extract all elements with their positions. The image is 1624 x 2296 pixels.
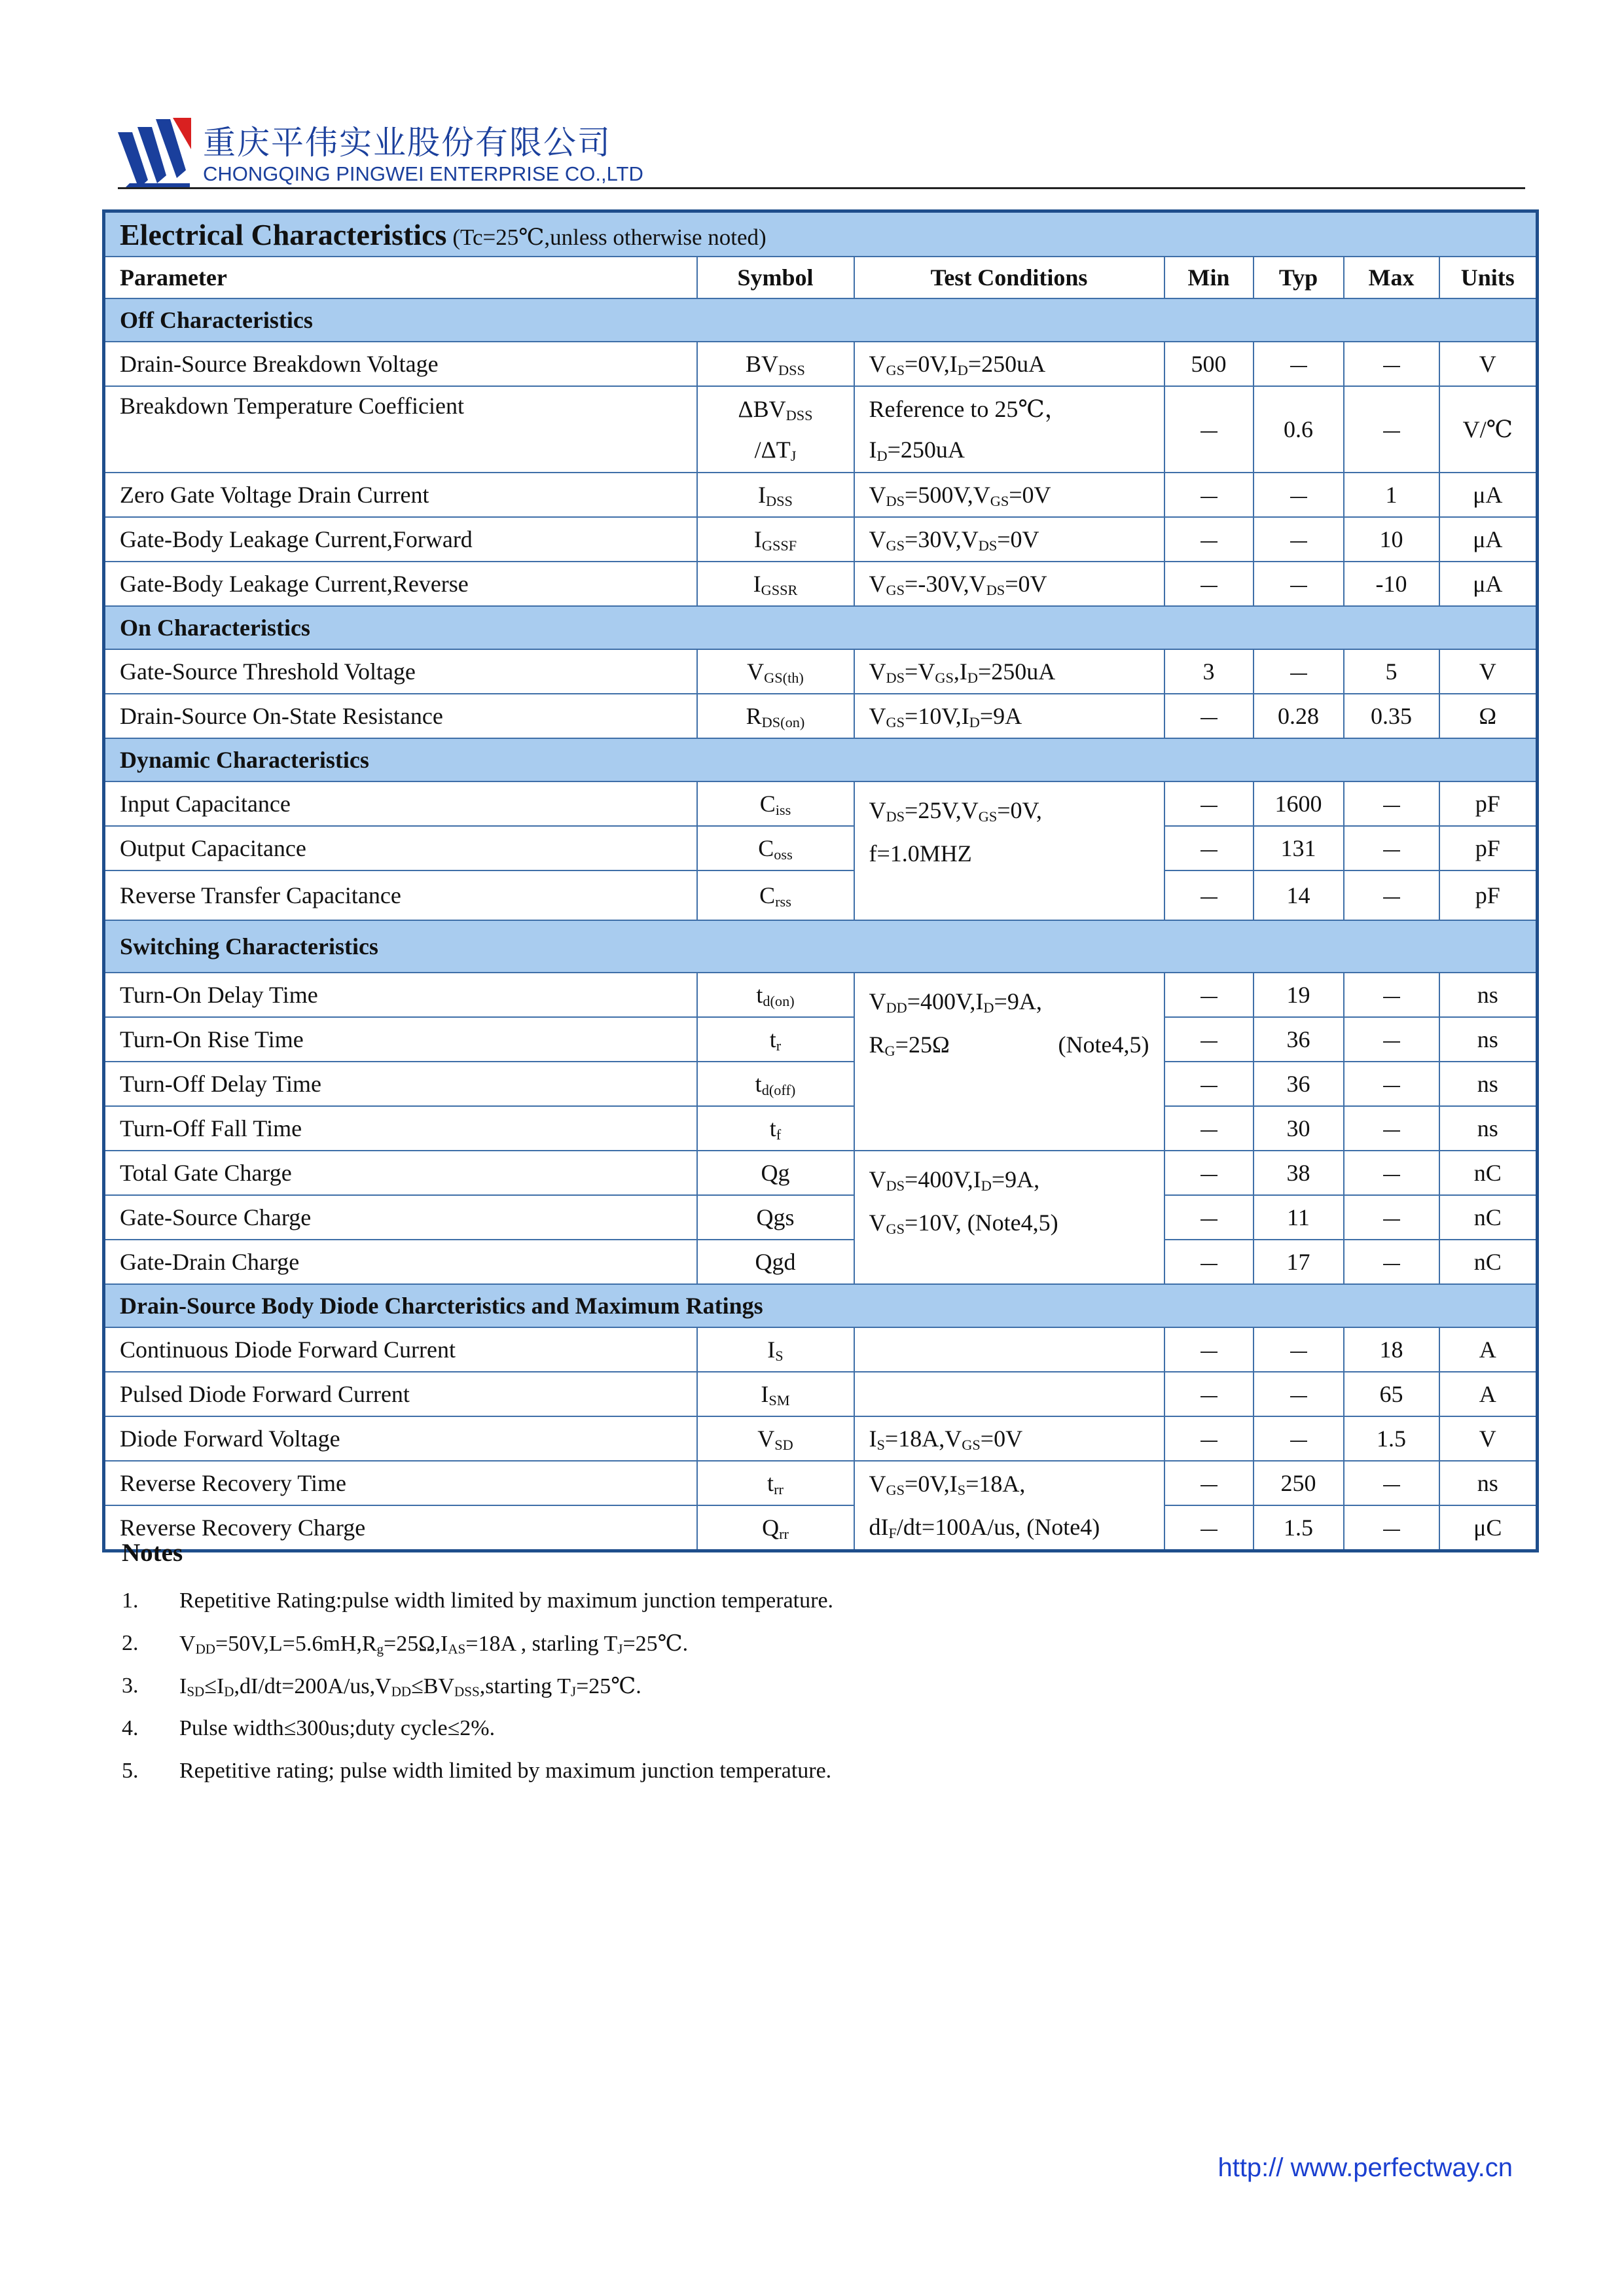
dash-icon [1200, 431, 1218, 433]
dash-icon [1200, 1041, 1218, 1043]
typ-cell: 0.28 [1254, 694, 1344, 738]
min-cell [1164, 973, 1254, 1017]
table-row [104, 1461, 1538, 1505]
symbol-cell: $V_{SD}$ [697, 1416, 854, 1461]
dash-icon [1200, 1396, 1218, 1397]
max-cell [1344, 1195, 1439, 1240]
typ-cell: 19 [1254, 973, 1344, 1017]
max-cell [1344, 1461, 1439, 1505]
table-row [104, 694, 1538, 738]
dash-icon [1200, 1086, 1218, 1087]
electrical-characteristics-table [102, 209, 1539, 1552]
typ-cell [1254, 342, 1344, 386]
units-cell: nC [1439, 1195, 1538, 1240]
table-row [104, 1416, 1538, 1461]
param-cell: Gate-Source Threshold Voltage [104, 649, 697, 694]
param-cell: Gate-Drain Charge [104, 1240, 697, 1284]
param-cell: Turn-Off Delay Time [104, 1062, 697, 1106]
dash-icon [1383, 806, 1400, 807]
typ-cell: 250 [1254, 1461, 1344, 1505]
dash-icon [1383, 897, 1400, 899]
min-cell [1164, 1240, 1254, 1284]
param-cell: Gate-Body Leakage Current,Reverse [104, 562, 697, 606]
header-typ: Typ [1254, 257, 1344, 298]
param-cell: Diode Forward Voltage [104, 1416, 697, 1461]
table-row [104, 649, 1538, 694]
symbol-cell: $\Delta BV_{DSS}$ $/\Delta T_J$ [697, 386, 854, 473]
max-cell [1344, 1240, 1439, 1284]
param-cell: Total Gate Charge [104, 1151, 697, 1195]
units-cell: Ω [1439, 694, 1538, 738]
symbol-cell: Qgs [697, 1195, 854, 1240]
param-cell: Input Capacitance [104, 781, 697, 826]
min-cell [1164, 1195, 1254, 1240]
table-title-row [104, 211, 1538, 257]
condition-cell: $V_{GS}=10V,I_D=9A$ [854, 694, 1164, 738]
table-row [104, 1327, 1538, 1372]
min-cell [1164, 1151, 1254, 1195]
symbol-cell: $I_{GSSR}$ [697, 562, 854, 606]
param-cell: Gate-Body Leakage Current,Forward [104, 517, 697, 562]
dash-icon [1200, 806, 1218, 807]
param-cell: Drain-Source On-State Resistance [104, 694, 697, 738]
typ-cell: 38 [1254, 1151, 1344, 1195]
max-cell [1344, 781, 1439, 826]
min-cell [1164, 1461, 1254, 1505]
table-row [104, 473, 1538, 517]
symbol-cell: $t_{rr}$ [697, 1461, 854, 1505]
pingwei-logo-icon [118, 118, 193, 190]
dash-icon [1200, 1219, 1218, 1221]
param-cell: Output Capacitance [104, 826, 697, 870]
units-cell: ns [1439, 973, 1538, 1017]
typ-cell: 30 [1254, 1106, 1344, 1151]
condition-cell: $V_{DS}=25V,V_{GS}=0V$, f=1.0MHZ [854, 781, 1164, 920]
units-cell: μA [1439, 562, 1538, 606]
max-cell [1344, 1017, 1439, 1062]
condition-cell: $V_{DS}=400V,I_D=9A$, $V_{GS}=10V$, (Note4,5) [854, 1151, 1164, 1284]
typ-cell [1254, 473, 1344, 517]
section-dynamic: Dynamic Characteristics [104, 738, 1538, 781]
units-cell: A [1439, 1327, 1538, 1372]
table-row [104, 562, 1538, 606]
note-item: 5. Repetitive rating; pulse width limited by maximum junction temperature. [122, 1758, 832, 1783]
table-row [104, 386, 1538, 473]
min-cell [1164, 870, 1254, 920]
max-cell: -10 [1344, 562, 1439, 606]
min-cell [1164, 1416, 1254, 1461]
dash-icon [1383, 1175, 1400, 1176]
min-cell: 3 [1164, 649, 1254, 694]
param-cell: Reverse Recovery Time [104, 1461, 697, 1505]
table-row [104, 517, 1538, 562]
dash-icon [1290, 586, 1307, 587]
units-cell: nC [1439, 1240, 1538, 1284]
footer-website-link[interactable]: http:// www.perfectway.cn [1218, 2153, 1513, 2182]
table-row [104, 781, 1538, 826]
section-row [104, 1284, 1538, 1327]
min-cell [1164, 1062, 1254, 1106]
min-cell [1164, 1106, 1254, 1151]
header-min: Min [1164, 257, 1254, 298]
dash-icon [1383, 1219, 1400, 1221]
symbol-cell: Qg [697, 1151, 854, 1195]
dash-icon [1200, 897, 1218, 899]
section-switching: Switching Characteristics [104, 920, 1538, 973]
dash-icon [1290, 366, 1307, 367]
note-item: 2. $V_{DD}=50V,L=5.6mH,R_g=25\Omega,I_{AS}=18A$ , starling $T_J=25℃$. [122, 1630, 689, 1657]
typ-cell: 0.6 [1254, 386, 1344, 473]
condition-cell: $V_{DS}=V_{GS},I_D=250uA$ [854, 649, 1164, 694]
symbol-cell: $I_{GSSF}$ [697, 517, 854, 562]
note-item: 1. Repetitive Rating:pulse width limited by maximum junction temperature. [122, 1588, 834, 1613]
note-item: 4. Pulse width≤300us;duty cycle≤2%. [122, 1715, 496, 1740]
header-test-conditions: Test Conditions [854, 257, 1164, 298]
typ-cell [1254, 562, 1344, 606]
header-divider [118, 187, 1525, 189]
min-cell [1164, 694, 1254, 738]
max-cell: 18 [1344, 1327, 1439, 1372]
condition-cell: Reference to 25℃， $I_D=250uA$ [854, 386, 1164, 473]
table-row [104, 1017, 1538, 1062]
typ-cell: 36 [1254, 1062, 1344, 1106]
symbol-cell: $R_{DS(on)}$ [697, 694, 854, 738]
symbol-cell: $t_r$ [697, 1017, 854, 1062]
notes-section [122, 1538, 1529, 1792]
symbol-cell: $I_{DSS}$ [697, 473, 854, 517]
units-cell: V [1439, 1416, 1538, 1461]
units-cell: V/℃ [1439, 386, 1538, 473]
typ-cell: 11 [1254, 1195, 1344, 1240]
condition-cell: $V_{GS}=0V,I_D=250uA$ [854, 342, 1164, 386]
max-cell [1344, 1062, 1439, 1106]
min-cell [1164, 386, 1254, 473]
units-cell: pF [1439, 826, 1538, 870]
header-symbol: Symbol [697, 257, 854, 298]
condition-cell: $V_{GS}=0V,I_S=18A$, $dI_F/dt=100A/us$, (Note4) [854, 1461, 1164, 1551]
symbol-cell: $V_{GS(th)}$ [697, 649, 854, 694]
max-cell: 5 [1344, 649, 1439, 694]
symbol-cell: $C_{oss}$ [697, 826, 854, 870]
dash-icon [1383, 850, 1400, 852]
dash-icon [1200, 1264, 1218, 1265]
typ-cell: 1600 [1254, 781, 1344, 826]
table-header-row [104, 257, 1538, 298]
section-off: Off Characteristics [104, 298, 1538, 342]
dash-icon [1290, 1441, 1307, 1442]
dash-icon [1200, 1175, 1218, 1176]
condition-cell: $V_{GS}=-30V,V_{DS}=0V$ [854, 562, 1164, 606]
note-item: 3. $I_{SD}\le I_D,dI/dt=200A/us,V_{DD}\le BV_{DSS},starting$ $T_J=25℃$. [122, 1673, 641, 1700]
max-cell [1344, 973, 1439, 1017]
dash-icon [1383, 997, 1400, 998]
header-parameter: Parameter [104, 257, 697, 298]
units-cell: A [1439, 1372, 1538, 1416]
symbol-cell: $I_{SM}$ [697, 1372, 854, 1416]
condition-cell: $I_S=18A,V_{GS}=0V$ [854, 1416, 1164, 1461]
dash-icon [1383, 1264, 1400, 1265]
units-cell: V [1439, 649, 1538, 694]
typ-cell [1254, 1327, 1344, 1372]
dash-icon [1290, 1352, 1307, 1353]
symbol-cell: Qgd [697, 1240, 854, 1284]
symbol-cell: $C_{rss}$ [697, 870, 854, 920]
section-on: On Characteristics [104, 606, 1538, 649]
units-cell: ns [1439, 1017, 1538, 1062]
units-cell: pF [1439, 781, 1538, 826]
dash-icon [1200, 1352, 1218, 1353]
param-cell: Continuous Diode Forward Current [104, 1327, 697, 1372]
dash-icon [1200, 997, 1218, 998]
dash-icon [1200, 718, 1218, 719]
table-row [104, 870, 1538, 920]
param-cell: Pulsed Diode Forward Current [104, 1372, 697, 1416]
table-title: Electrical Characteristics [120, 217, 447, 251]
param-cell: Breakdown Temperature Coefficient [104, 386, 697, 473]
units-cell: ns [1439, 1461, 1538, 1505]
max-cell [1344, 386, 1439, 473]
condition-cell [854, 1372, 1164, 1416]
param-cell: Reverse Recovery Charge [104, 1505, 697, 1551]
table-row [104, 973, 1538, 1017]
dash-icon [1200, 1441, 1218, 1442]
dash-icon [1383, 431, 1400, 433]
table-subtitle: (Tc=25℃,unless otherwise noted) [452, 224, 767, 250]
units-cell: μC [1439, 1505, 1538, 1551]
dash-icon [1200, 850, 1218, 852]
table-row [104, 1195, 1538, 1240]
table-row [104, 826, 1538, 870]
symbol-cell: $BV_{DSS}$ [697, 342, 854, 386]
units-cell: ns [1439, 1106, 1538, 1151]
typ-cell: 14 [1254, 870, 1344, 920]
header-max: Max [1344, 257, 1439, 298]
typ-cell: 131 [1254, 826, 1344, 870]
typ-cell: 17 [1254, 1240, 1344, 1284]
typ-cell [1254, 517, 1344, 562]
condition-cell [854, 1327, 1164, 1372]
section-row [104, 606, 1538, 649]
dash-icon [1200, 541, 1218, 543]
units-cell: V [1439, 342, 1538, 386]
param-cell: Gate-Source Charge [104, 1195, 697, 1240]
max-cell [1344, 826, 1439, 870]
typ-cell [1254, 649, 1344, 694]
dash-icon [1200, 1130, 1218, 1132]
max-cell: 10 [1344, 517, 1439, 562]
param-cell: Turn-On Delay Time [104, 973, 697, 1017]
units-cell: pF [1439, 870, 1538, 920]
dash-icon [1200, 1485, 1218, 1486]
dash-icon [1290, 541, 1307, 543]
dash-icon [1383, 1086, 1400, 1087]
condition-cell: $V_{GS}=30V,V_{DS}=0V$ [854, 517, 1164, 562]
table-row [104, 1106, 1538, 1151]
symbol-cell: $t_f$ [697, 1106, 854, 1151]
symbol-cell: $C_{iss}$ [697, 781, 854, 826]
section-row [104, 738, 1538, 781]
units-cell: μA [1439, 517, 1538, 562]
symbol-cell: $I_S$ [697, 1327, 854, 1372]
min-cell [1164, 1327, 1254, 1372]
typ-cell [1254, 1372, 1344, 1416]
dash-icon [1383, 1485, 1400, 1486]
param-cell: Zero Gate Voltage Drain Current [104, 473, 697, 517]
units-cell: ns [1439, 1062, 1538, 1106]
symbol-cell: $t_{d(on)}$ [697, 973, 854, 1017]
symbol-cell: $t_{d(off)}$ [697, 1062, 854, 1106]
dash-icon [1200, 586, 1218, 587]
dash-icon [1290, 1396, 1307, 1397]
max-cell [1344, 342, 1439, 386]
typ-cell [1254, 1416, 1344, 1461]
min-cell [1164, 562, 1254, 606]
min-cell [1164, 517, 1254, 562]
section-row [104, 920, 1538, 973]
min-cell: 500 [1164, 342, 1254, 386]
section-row [104, 298, 1538, 342]
dash-icon [1290, 673, 1307, 675]
condition-cell: $V_{DS}=500V,V_{GS}=0V$ [854, 473, 1164, 517]
units-cell: μA [1439, 473, 1538, 517]
min-cell [1164, 826, 1254, 870]
header-units: Units [1439, 257, 1538, 298]
dash-icon [1383, 1130, 1400, 1132]
param-cell: Reverse Transfer Capacitance [104, 870, 697, 920]
param-cell: Turn-Off Fall Time [104, 1106, 697, 1151]
section-diode: Drain-Source Body Diode Charcteristics and Maximum Ratings [104, 1284, 1538, 1327]
company-name-en: CHONGQING PINGWEI ENTERPRISE CO.,LTD [203, 162, 643, 185]
table-row [104, 1372, 1538, 1416]
symbol-cell: $Q_{rr}$ [697, 1505, 854, 1551]
table-row [104, 1062, 1538, 1106]
table-row [104, 1240, 1538, 1284]
max-cell [1344, 1106, 1439, 1151]
typ-cell: 1.5 [1254, 1505, 1344, 1551]
condition-cell: $V_{DD}=400V,I_D=9A$, $R_G=25\Omega$ (Note4,5) [854, 973, 1164, 1151]
typ-cell: 36 [1254, 1017, 1344, 1062]
dash-icon [1383, 366, 1400, 367]
dash-icon [1200, 1530, 1218, 1531]
max-cell: 1 [1344, 473, 1439, 517]
min-cell [1164, 781, 1254, 826]
min-cell [1164, 1017, 1254, 1062]
notes-title: Notes [122, 1539, 183, 1567]
min-cell [1164, 473, 1254, 517]
max-cell [1344, 870, 1439, 920]
dash-icon [1200, 497, 1218, 498]
dash-icon [1383, 1041, 1400, 1043]
max-cell: 65 [1344, 1372, 1439, 1416]
max-cell: 0.35 [1344, 694, 1439, 738]
table-row [104, 342, 1538, 386]
max-cell [1344, 1151, 1439, 1195]
max-cell: 1.5 [1344, 1416, 1439, 1461]
company-name-cn: 重庆平伟实业股份有限公司 [203, 124, 611, 162]
param-cell: Turn-On Rise Time [104, 1017, 697, 1062]
dash-icon [1383, 1530, 1400, 1531]
param-cell: Drain-Source Breakdown Voltage [104, 342, 697, 386]
units-cell: nC [1439, 1151, 1538, 1195]
page-header [118, 111, 1525, 190]
dash-icon [1290, 497, 1307, 498]
min-cell [1164, 1372, 1254, 1416]
table-row [104, 1151, 1538, 1195]
